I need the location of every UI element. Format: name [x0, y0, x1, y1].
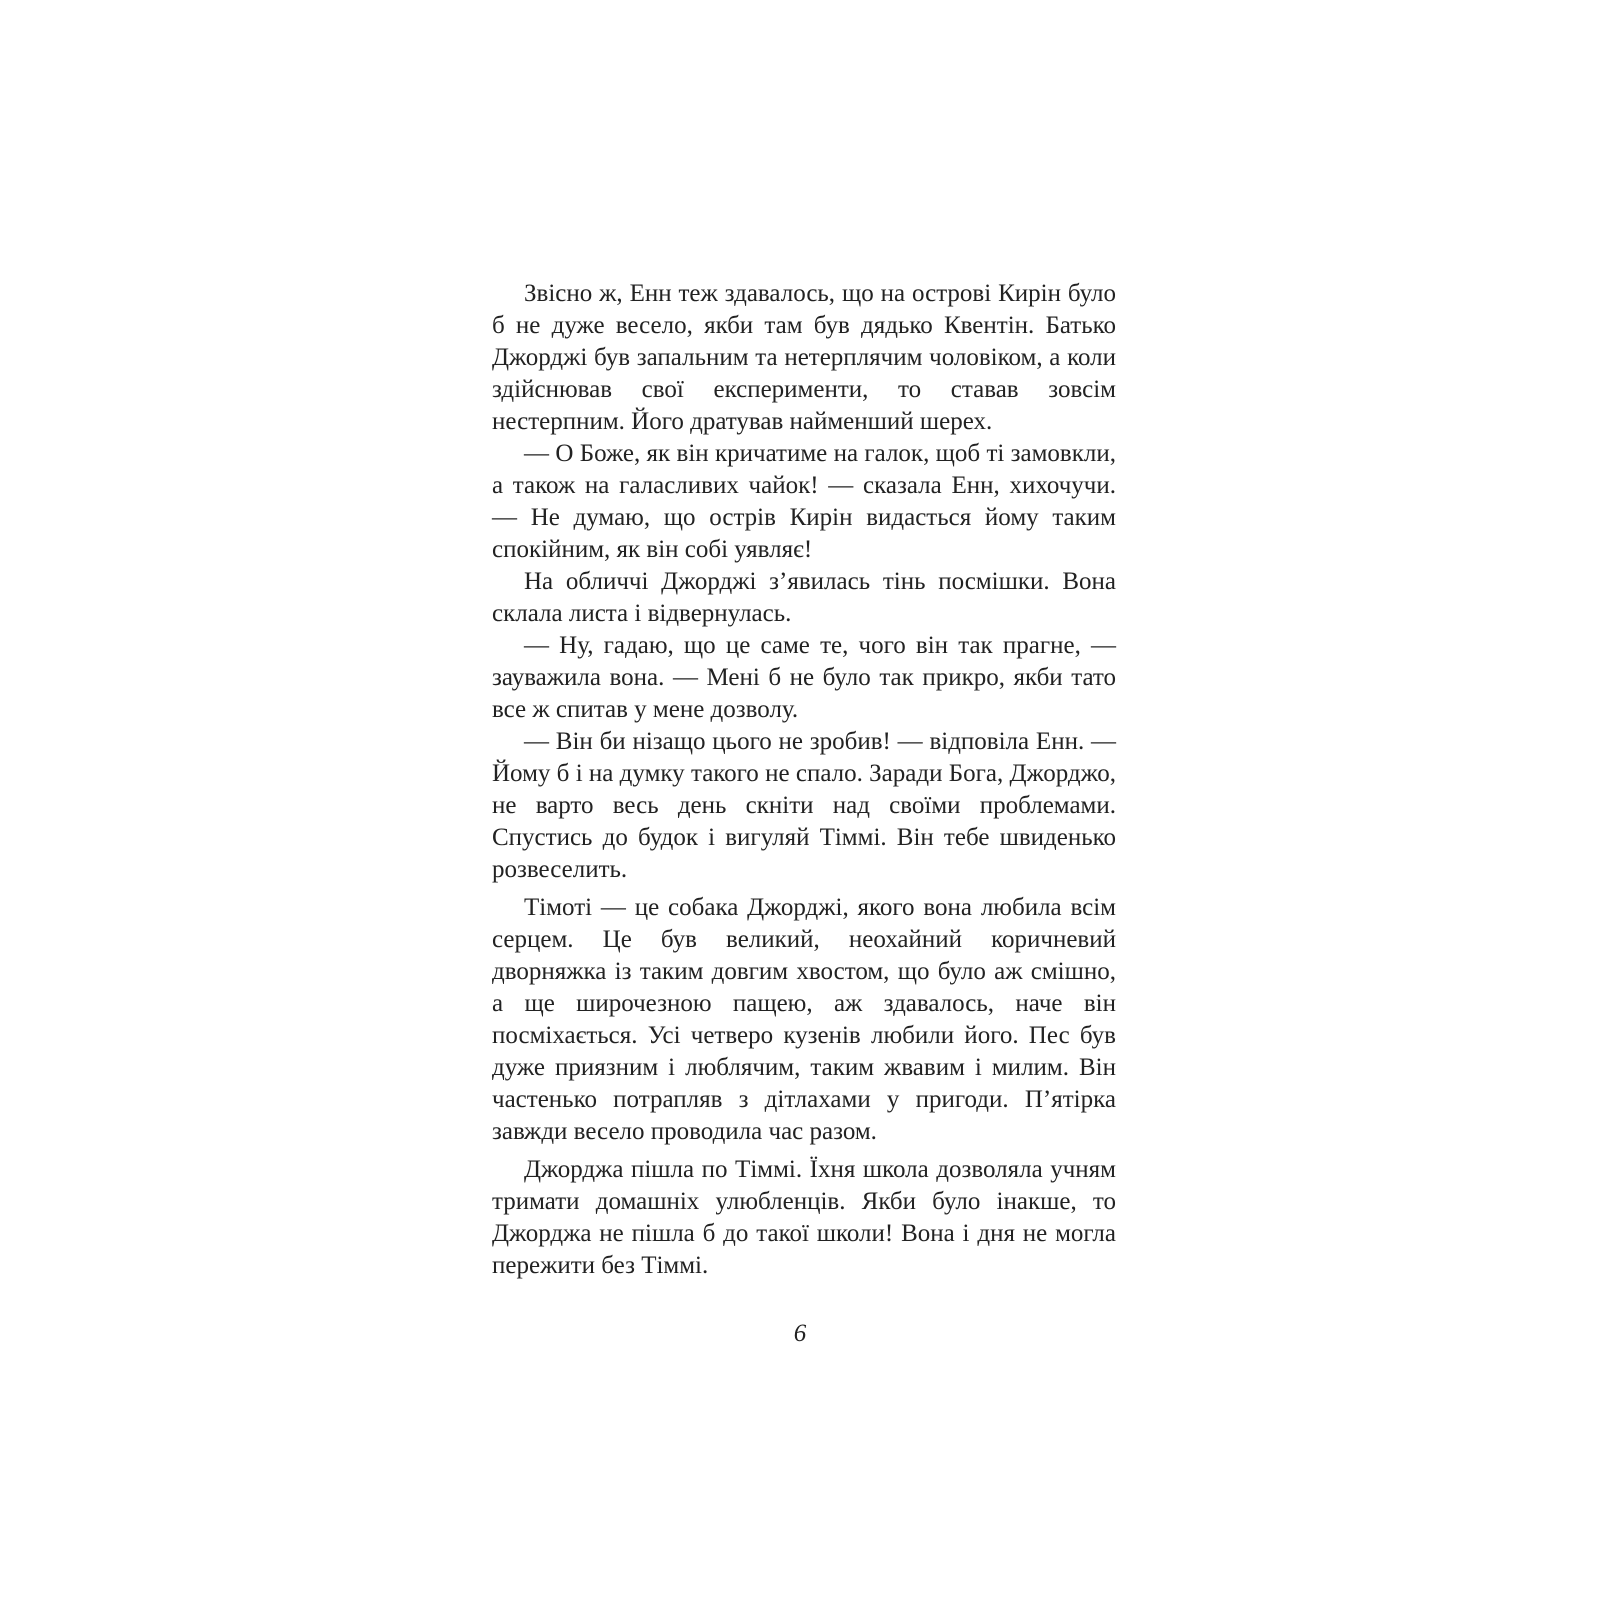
- paragraph-3: На обличчі Джорджі з’явилась тінь посмішки. Вона склала листа і відвернулась.: [492, 568, 1116, 627]
- paragraph-7: Джорджа пішла по Тіммі. Їхня школа дозволяла учням тримати домашніх улюбленців. Якби було інакше, то Джорджа не пішла б до такої школи! Вона і дня не могла пережити без Тіммі.: [492, 1156, 1116, 1279]
- body-text: [492, 278, 1116, 1282]
- paragraph-4: — Ну, гадаю, що це саме те, чого він так прагне, — зауважила вона. — Мені б не було так прикро, якби тато все ж спитав у мене дозволу.: [492, 632, 1116, 723]
- page-number: 6: [793, 1320, 807, 1347]
- paragraph-5: — Він би нізащо цього не зробив! — відповіла Енн. — Йому б і на думку такого не спало. Заради Бога, Джорджо, не варто весь день скніти над своїми проблемами. Спустись до будок і вигуляй Тіммі. Він тебе швиденько розвеселить.: [492, 728, 1116, 883]
- paragraph-1: Звісно ж, Енн теж здавалось, що на острові Кирін було б не дуже весело, якби там був дядько Квентін. Батько Джорджі був запальним та нетерплячим чоловіком, а коли здійснював свої експерименти, то ставав зовсім нестерпним. Його дратував найменший шерех.: [492, 280, 1116, 435]
- paragraph-6: Тімоті — це собака Джорджі, якого вона любила всім серцем. Це був великий, неохайний коричневий дворняжка із таким довгим хвостом, що було аж смішно, а ще широчезною пащею, аж здавалось, наче він посміхається. Усі четверо кузенів любили його. Пес був дуже приязним і люблячим, таким жвавим і милим. Він частенько потрапляв з дітлахами у пригоди. П’ятірка завжди весело проводила час разом.: [492, 894, 1116, 1145]
- paragraph-2: — О Боже, як він кричатиме на галок, щоб ті замовкли, а також на галасливих чайок! — сказала Енн, хихочучи. — Не думаю, що острів Кирін видасться йому таким спокійним, як він собі уявляє!: [492, 440, 1116, 563]
